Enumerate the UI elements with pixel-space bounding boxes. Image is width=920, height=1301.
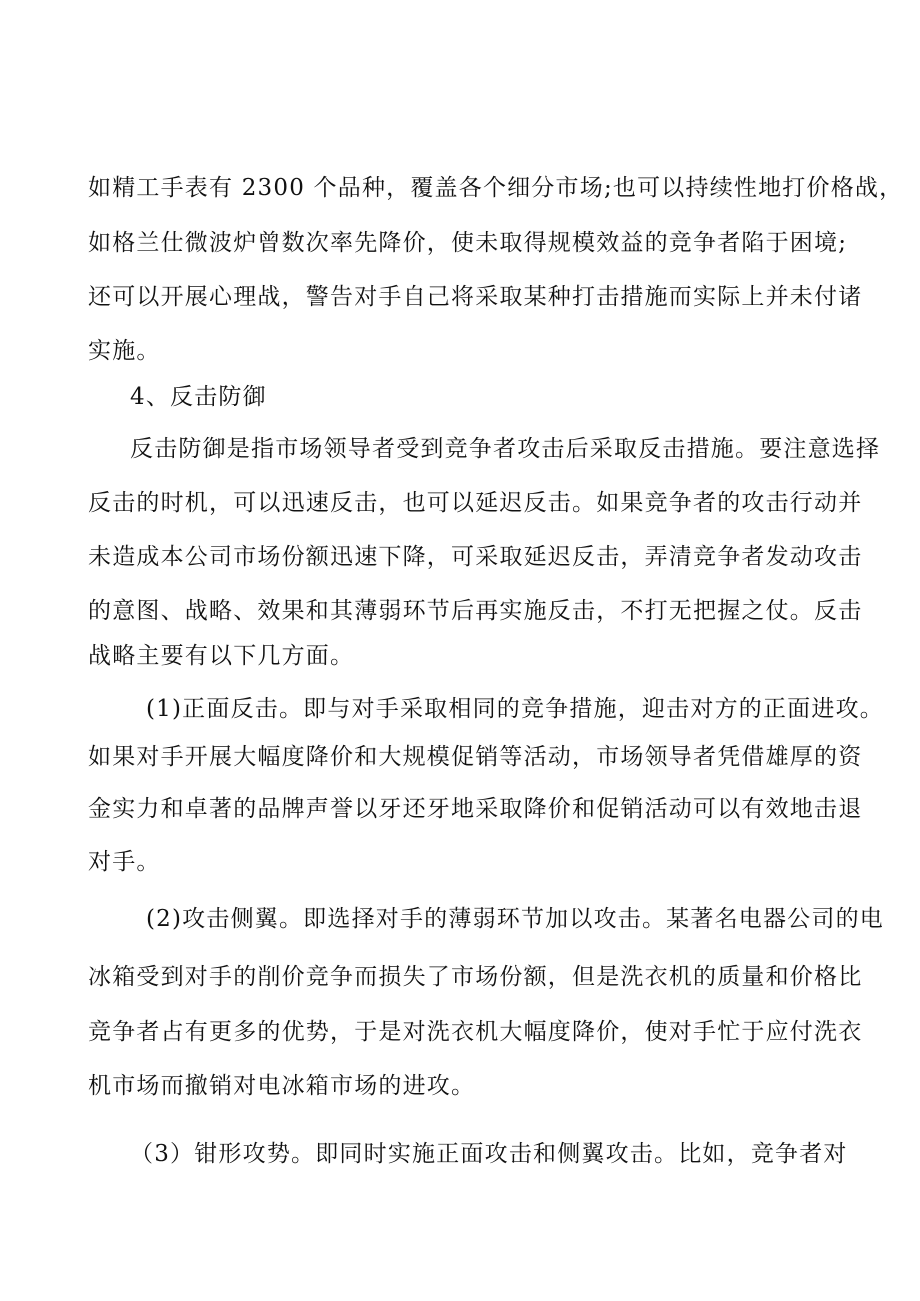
paragraph-line: 的意图、战略、效果和其薄弱环节后再实施反击，不打无把握之仗。反击: [88, 598, 863, 624]
paragraph-line: 对手。: [88, 849, 161, 875]
paragraph-line: 如精工手表有 2300 个品种，覆盖各个细分市场;也可以持续性地打价格战，: [88, 175, 904, 201]
paragraph-line: 竞争者占有更多的优势，于是对洗衣机大幅度降价，使对手忙于应付洗衣: [88, 1019, 863, 1045]
paragraph-line: 如格兰仕微波炉曾数次率先降价，使未取得规模效益的竞争者陷于困境;: [88, 230, 848, 256]
paragraph-line: 反击防御是指市场领导者受到竞争者攻击后采取反击措施。要注意选择: [130, 436, 881, 462]
paragraph-line: 机市场而撤销对电冰箱市场的进攻。: [88, 1073, 476, 1099]
list-item-heading: （3）钳形攻势。即同时实施正面攻击和侧翼攻击。比如，竞争者对: [130, 1141, 848, 1167]
paragraph-line: 如果对手开展大幅度降价和大规模促销等活动，市场领导者凭借雄厚的资: [88, 744, 863, 770]
paragraph-line: 还可以开展心理战，警告对手自己将采取某种打击措施而实际上并未付诸: [88, 284, 863, 310]
paragraph-line: 实施。: [88, 338, 161, 364]
paragraph-line: 金实力和卓著的品牌声誉以牙还牙地采取降价和促销活动可以有效地击退: [88, 796, 863, 822]
paragraph-line: 反击的时机，可以迅速反击，也可以延迟反击。如果竞争者的攻击行动并: [88, 490, 863, 516]
section-heading: 4、反击防御: [130, 384, 267, 410]
list-item-heading: (1)正面反击。即与对手采取相同的竞争措施，迎击对方的正面进攻。: [146, 696, 884, 722]
paragraph-line: 战略主要有以下几方面。: [88, 643, 355, 669]
paragraph-line: 冰箱受到对手的削价竞争而损失了市场份额，但是洗衣机的质量和价格比: [88, 964, 863, 990]
paragraph-line: 未造成本公司市场份额迅速下降，可采取延迟反击，弄清竞争者发动攻击: [88, 544, 863, 570]
list-item-heading: (2)攻击侧翼。即选择对手的薄弱环节加以攻击。某著名电器公司的电: [146, 906, 884, 932]
